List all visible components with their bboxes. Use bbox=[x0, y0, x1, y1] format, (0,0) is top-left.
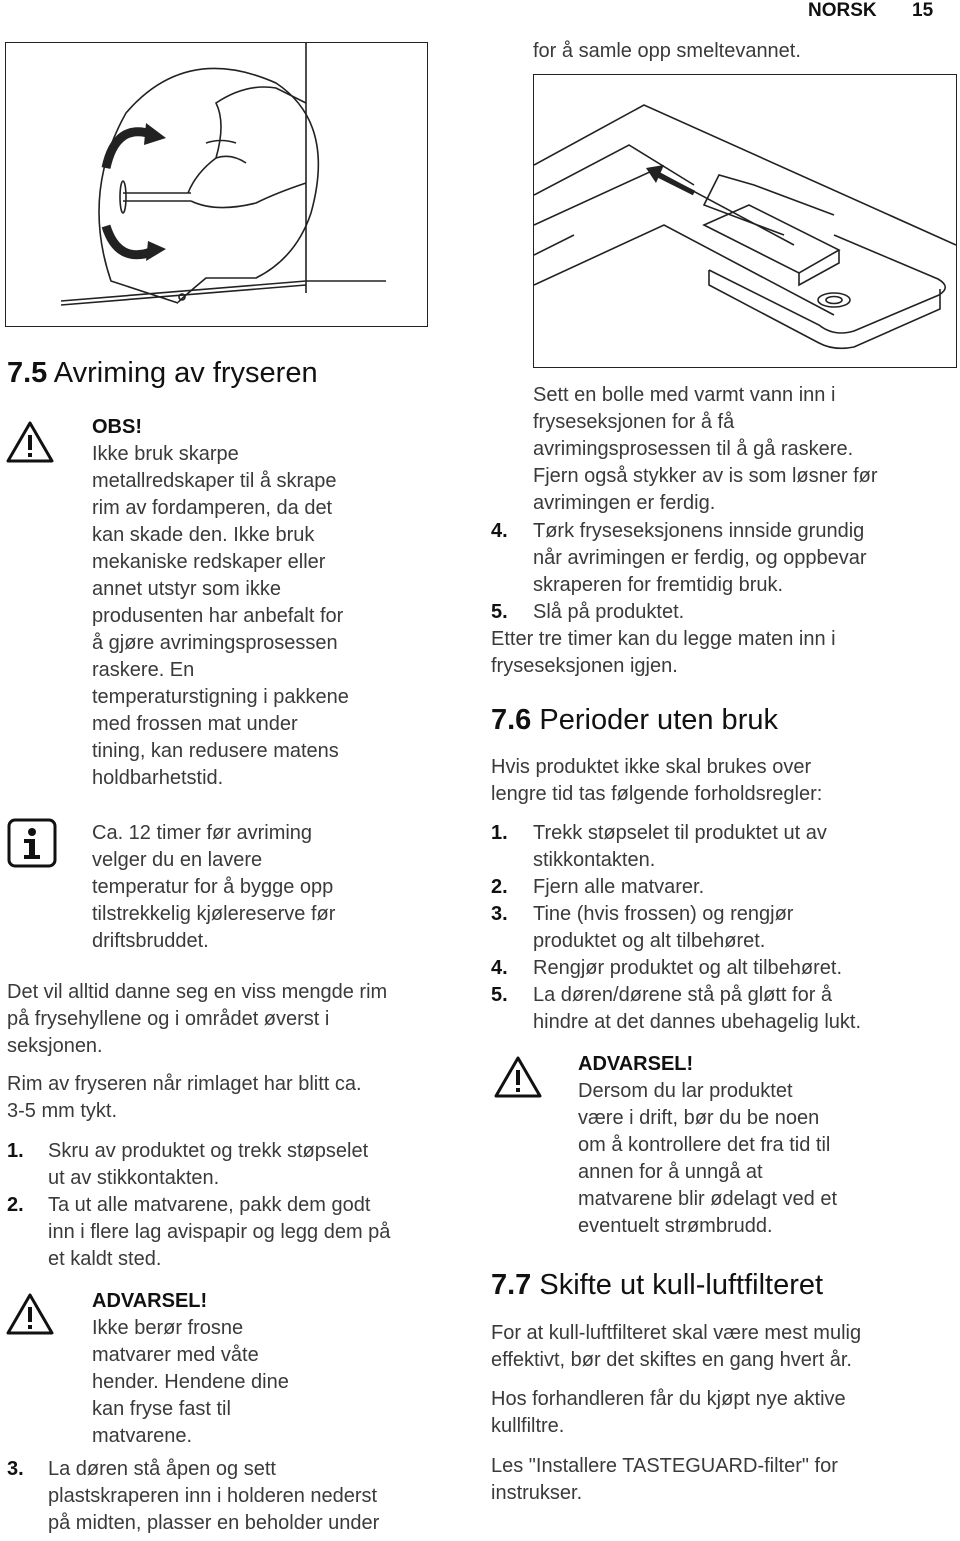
step-line: når avrimingen er ferdig, og oppbevar bbox=[533, 547, 867, 569]
defrost-steps-list-cont bbox=[491, 518, 953, 626]
info-line: driftsbruddet. bbox=[92, 930, 209, 952]
paragraph-line: kullfiltre. bbox=[491, 1415, 565, 1437]
step-number: 4. bbox=[491, 520, 508, 542]
paragraph-line: instrukser. bbox=[491, 1482, 583, 1504]
step-line: Skru av produktet og trekk støpselet bbox=[48, 1140, 369, 1162]
continuation-text: for å samle opp smeltevannet. bbox=[533, 40, 801, 62]
drip-tray-illustration bbox=[533, 74, 957, 368]
paragraph-line: fryseseksjonen for å få bbox=[533, 411, 735, 433]
paragraph-line: Sett en bolle med varmt vann inn i bbox=[533, 384, 836, 406]
info-line: tilstrekkelig kjølereserve før bbox=[92, 903, 336, 925]
caution-line: holdbarhetstid. bbox=[92, 767, 224, 789]
paragraph-line: lengre tid tas følgende forholdsregler: bbox=[491, 783, 823, 805]
warning-triangle-icon bbox=[5, 420, 55, 464]
warning-block bbox=[92, 1288, 422, 1450]
info-line: temperatur for å bygge opp bbox=[92, 876, 334, 898]
step-line: stikkontakten. bbox=[533, 849, 656, 871]
thermostat-illustration-drawing bbox=[6, 43, 427, 326]
step-number: 4. bbox=[491, 957, 508, 979]
paragraph-line: Rim av fryseren når rimlaget har blitt ca. bbox=[7, 1073, 362, 1095]
paragraph-line: Les "Installere TASTEGUARD-filter" for bbox=[491, 1455, 838, 1477]
step-line: et kaldt sted. bbox=[48, 1248, 162, 1270]
list-item bbox=[491, 955, 953, 982]
list-item bbox=[491, 599, 953, 626]
step-number: 3. bbox=[491, 903, 508, 925]
caution-line: produsenten har anbefalt for bbox=[92, 605, 344, 627]
step-line: skraperen for fremtidig bruk. bbox=[533, 574, 784, 596]
warning-line: om å kontrollere det fra tid til bbox=[578, 1134, 831, 1156]
defrost-step-3 bbox=[7, 1456, 452, 1537]
warning-line: hender. Hendene dine bbox=[92, 1371, 289, 1393]
warning-line: annen for å unngå at bbox=[578, 1161, 763, 1183]
warning-line: matvarene. bbox=[92, 1425, 193, 1447]
paragraph-line: Hos forhandleren får du kjøpt nye aktive bbox=[491, 1388, 846, 1410]
paragraph-line: fryseseksjonen igjen. bbox=[491, 655, 678, 677]
paragraph-line: avrimingsprosessen til å gå raskere. bbox=[533, 438, 854, 460]
warning-line: matvarer med våte bbox=[92, 1344, 259, 1366]
paragraph-line: Etter tre timer kan du legge maten inn i bbox=[491, 628, 836, 650]
section-number: 7.7 bbox=[491, 1269, 532, 1301]
caution-title: OBS! bbox=[92, 416, 142, 438]
warning-title: ADVARSEL! bbox=[578, 1053, 694, 1075]
step-line: plastskraperen inn i holderen nederst bbox=[48, 1485, 378, 1507]
caution-line: kan skade den. Ikke bruk bbox=[92, 524, 315, 546]
caution-line: å gjøre avrimingsprosessen bbox=[92, 632, 338, 654]
step-number: 2. bbox=[7, 1194, 24, 1216]
section-number: 7.5 bbox=[7, 357, 48, 389]
warning-triangle-icon bbox=[5, 1292, 55, 1336]
after-defrost-paragraph bbox=[491, 626, 953, 680]
paragraph-line: seksjonen. bbox=[7, 1035, 103, 1057]
filter-paragraph-3 bbox=[491, 1453, 953, 1507]
step-line: La døren/dørene stå på gløtt for å bbox=[533, 984, 833, 1006]
step-line: på midten, plasser en beholder under bbox=[48, 1512, 380, 1534]
paragraph-line: Det vil alltid danne seg en viss mengde rim bbox=[7, 981, 388, 1003]
section-7-7-heading bbox=[491, 1269, 823, 1302]
caution-line: annet utstyr som ikke bbox=[92, 578, 281, 600]
filter-paragraph-1 bbox=[491, 1320, 953, 1374]
caution-block bbox=[92, 414, 422, 792]
caution-line: mekaniske redskaper eller bbox=[92, 551, 326, 573]
list-item bbox=[491, 874, 953, 901]
caution-line: rim av fordamperen, da det bbox=[92, 497, 333, 519]
warning-line: være i drift, bør du be noen bbox=[578, 1107, 820, 1129]
filter-paragraph-2 bbox=[491, 1386, 953, 1440]
step-line: inn i flere lag avispapir og legg dem på bbox=[48, 1221, 391, 1243]
section-7-6-intro bbox=[491, 754, 953, 808]
drip-tray-drawing bbox=[534, 75, 956, 367]
paragraph-line: For at kull-luftfilteret skal være mest mulig bbox=[491, 1322, 862, 1344]
step-number: 1. bbox=[491, 822, 508, 844]
list-item bbox=[7, 1456, 452, 1537]
step-number: 5. bbox=[491, 601, 508, 623]
warning-line: Dersom du lar produktet bbox=[578, 1080, 793, 1102]
header-language: NORSK bbox=[808, 0, 877, 21]
step-number: 3. bbox=[7, 1458, 24, 1480]
paragraph-line: 3-5 mm tykt. bbox=[7, 1100, 118, 1122]
paragraph-line: Fjern også stykker av is som løsner før bbox=[533, 465, 878, 487]
step-number: 1. bbox=[7, 1140, 24, 1162]
caution-line: raskere. En bbox=[92, 659, 195, 681]
list-item bbox=[491, 518, 953, 599]
list-item bbox=[491, 820, 953, 874]
warning-title: ADVARSEL! bbox=[92, 1290, 208, 1312]
step-line: Rengjør produktet og alt tilbehøret. bbox=[533, 957, 843, 979]
step-line: Tørk fryseseksjonens innside grundig bbox=[533, 520, 865, 542]
step-line: Ta ut alle matvarene, pakk dem godt bbox=[48, 1194, 371, 1216]
paragraph-line: Hvis produktet ikke skal brukes over bbox=[491, 756, 812, 778]
list-item bbox=[7, 1138, 452, 1192]
section-title: Avriming av fryseren bbox=[53, 357, 318, 389]
section-7-6-warning bbox=[578, 1051, 954, 1240]
paragraph-line: på frysehyllene og i området øverst i bbox=[7, 1008, 330, 1030]
info-line: Ca. 12 timer før avriming bbox=[92, 822, 313, 844]
list-item bbox=[491, 901, 953, 955]
section-title: Perioder uten bruk bbox=[539, 704, 778, 736]
step-line: Fjern alle matvarer. bbox=[533, 876, 705, 898]
caution-line: Ikke bruk skarpe bbox=[92, 443, 239, 465]
list-item bbox=[7, 1192, 452, 1273]
step-line: Slå på produktet. bbox=[533, 601, 685, 623]
warm-water-paragraph bbox=[533, 382, 953, 517]
defrost-steps-list bbox=[7, 1138, 452, 1273]
section-7-6-heading bbox=[491, 704, 778, 737]
frost-paragraph bbox=[7, 979, 452, 1060]
defrost-when-paragraph bbox=[7, 1071, 452, 1125]
section-7-6-steps bbox=[491, 820, 953, 1036]
step-line: La døren stå åpen og sett bbox=[48, 1458, 276, 1480]
info-line: velger du en lavere bbox=[92, 849, 263, 871]
thermostat-adjustment-illustration bbox=[5, 42, 428, 327]
section-7-5-heading bbox=[7, 357, 318, 390]
step-line: produktet og alt tilbehøret. bbox=[533, 930, 766, 952]
warning-line: Ikke berør frosne bbox=[92, 1317, 244, 1339]
caution-line: tining, kan redusere matens bbox=[92, 740, 339, 762]
paragraph-line: avrimingen er ferdig. bbox=[533, 492, 716, 514]
caution-line: med frossen mat under bbox=[92, 713, 298, 735]
section-number: 7.6 bbox=[491, 704, 532, 736]
info-block bbox=[92, 820, 422, 955]
warning-triangle-icon bbox=[493, 1055, 543, 1099]
paragraph-line: effektivt, bør det skiftes en gang hvert år. bbox=[491, 1349, 852, 1371]
warning-line: kan fryse fast til bbox=[92, 1398, 231, 1420]
warning-line: eventuelt strømbrudd. bbox=[578, 1215, 773, 1237]
step-number: 5. bbox=[491, 984, 508, 1006]
step-line: ut av stikkontakten. bbox=[48, 1167, 220, 1189]
page-number: 15 bbox=[912, 0, 934, 21]
step-line: hindre at det dannes ubehagelig lukt. bbox=[533, 1011, 862, 1033]
warning-line: matvarene blir ødelagt ved et bbox=[578, 1188, 838, 1210]
caution-line: metallredskaper til å skrape bbox=[92, 470, 337, 492]
list-item bbox=[491, 982, 953, 1036]
step-line: Tine (hvis frossen) og rengjør bbox=[533, 903, 794, 925]
step-line: Trekk støpselet til produktet ut av bbox=[533, 822, 827, 844]
section-title: Skifte ut kull-luftfilteret bbox=[539, 1269, 824, 1301]
caution-line: temperaturstigning i pakkene bbox=[92, 686, 349, 708]
info-icon bbox=[7, 818, 57, 868]
step-number: 2. bbox=[491, 876, 508, 898]
